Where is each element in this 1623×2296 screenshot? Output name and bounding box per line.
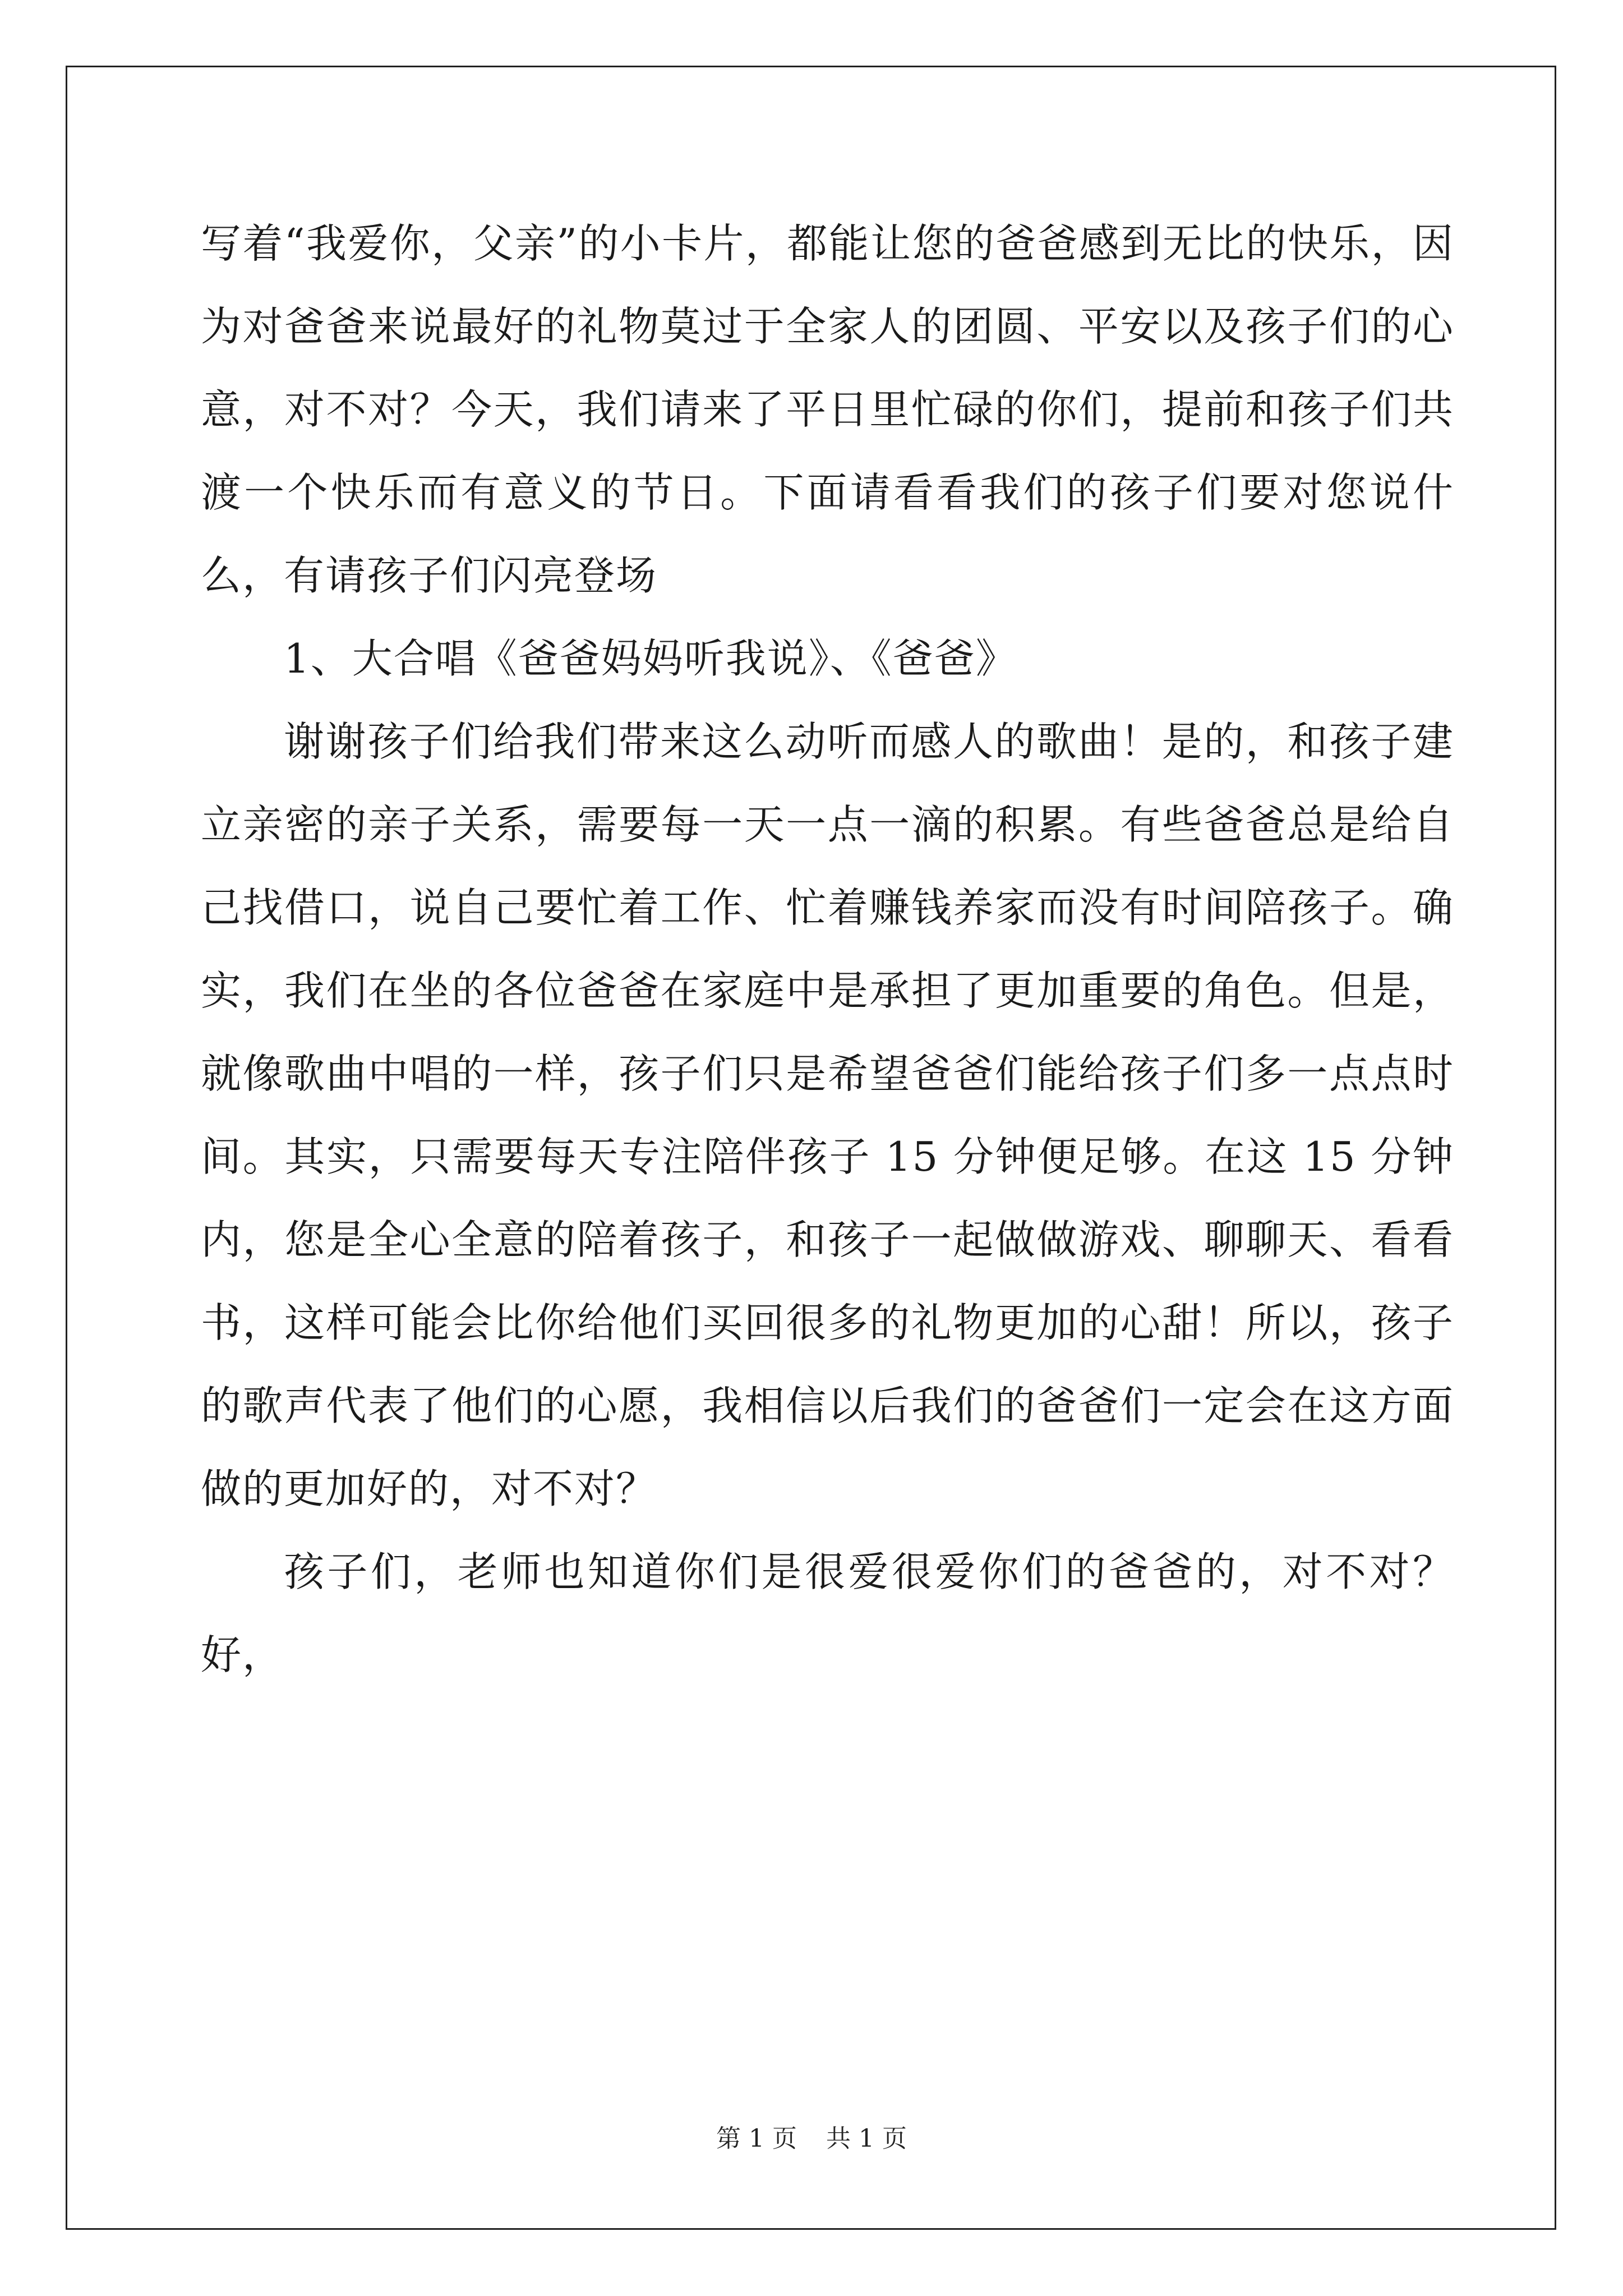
- paragraph-1: 写着“我爱你，父亲”的小卡片，都能让您的爸爸感到无比的快乐，因为对爸爸来说最好的礼物莫过于全家人的团圆、平安以及孩子们的心意，对不对？今天，我们请来了平日里忙碌的你们，提前和孩子们共渡一个快乐而有意义的节日。下面请看看我们的孩子们要对您说什么，有请孩子们闪亮登场: [201, 220, 1454, 599]
- paragraph-3: 谢谢孩子们给我们带来这么动听而感人的歌曲！是的，和孩子建立亲密的亲子关系，需要每一天一点一滴的积累。有些爸爸总是给自己找借口，说自己要忙着工作、忙着赚钱养家而没有时间陪孩子。确实，我们在坐的各位爸爸在家庭中是承担了更加重要的角色。但是，就像歌曲中唱的一样，孩子们只是希望爸爸们能给孩子们多一点点时间。其实，只需要每天专注陪伴孩子 15 分钟便足够。在这 15 分钟内，您是全心全意的陪着孩子，和孩子一起做做游戏、聊聊天、看看书，这样可能会比你给他们买回很多的礼物更加的心甜！所以，孩子的歌声代表了他们的心愿，我相信以后我们的爸爸们一定会在这方面做的更加好的，对不对？: [201, 718, 1454, 1512]
- paragraph-4: 孩子们，老师也知道你们是很爱很爱你们的爸爸的，对不对？好，: [201, 1548, 1454, 1678]
- paragraph-2-song-title: 1、大合唱《爸爸妈妈听我说》、《爸爸》: [284, 635, 1017, 682]
- page-number: 第 1 页: [716, 2124, 797, 2153]
- page-total: 共 1 页: [826, 2124, 907, 2153]
- page-footer: [0, 2122, 1623, 2156]
- document-body: [201, 202, 1454, 1696]
